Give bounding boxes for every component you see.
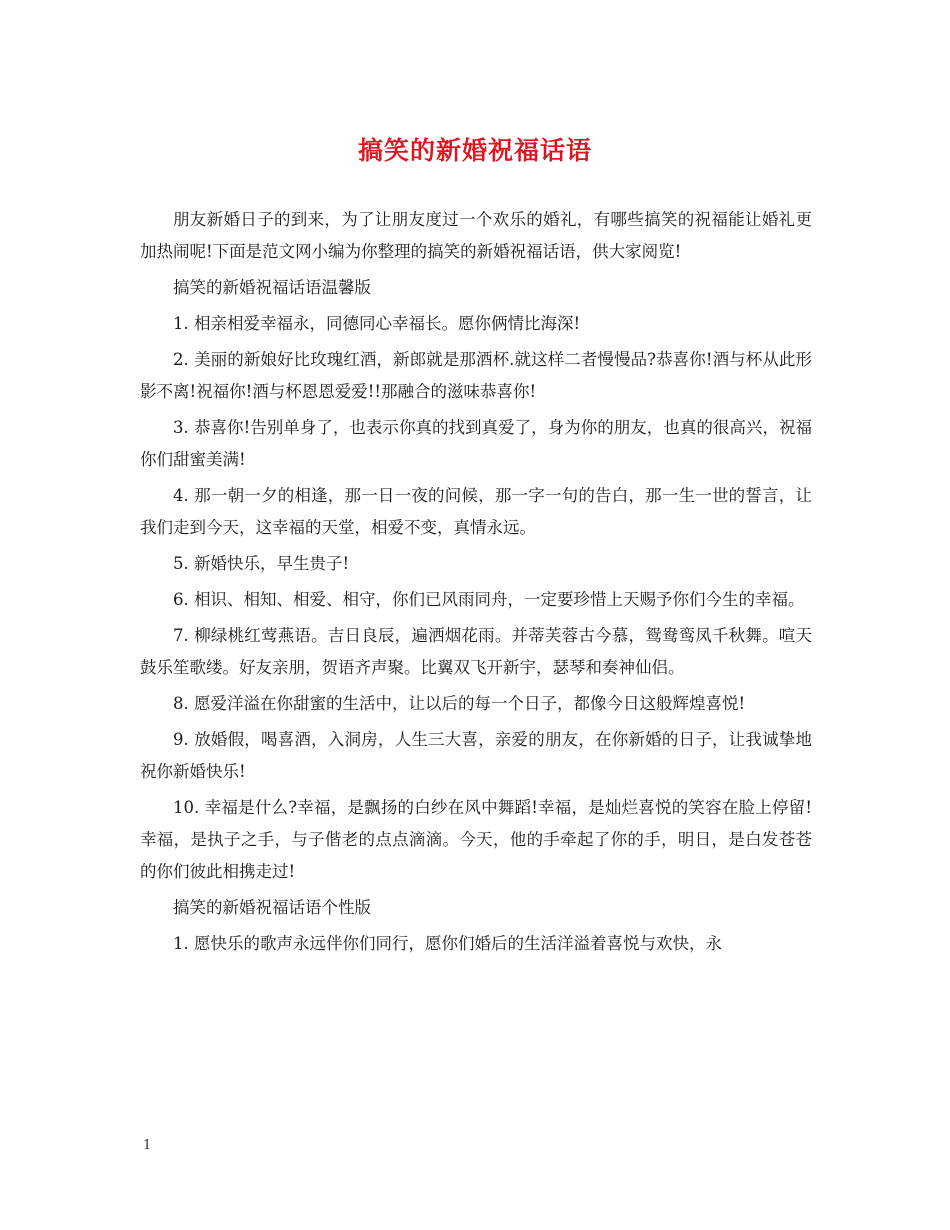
list-item: 9. 放婚假，喝喜酒，入洞房，人生三大喜，亲爱的朋友，在你新婚的日子，让我诚挚地祝你新婚快乐! [140,730,812,781]
list-item: 1. 相亲相爱幸福永，同德同心幸福长。愿你俩情比海深! [173,314,581,333]
list-item: 1. 愿快乐的歌声永远伴你们同行，愿你们婚后的生活洋溢着喜悦与欢快，永 [173,934,722,953]
list-item: 10. 幸福是什么?幸福，是飘扬的白纱在风中舞蹈!幸福，是灿烂喜悦的笑容在脸上停留!幸福，是执子之手，与子偕老的点点滴滴。今天，他的手牵起了你的手，明日，是白发苍苍的你们彼此相携走过! [140,798,812,881]
list-item: 4. 那一朝一夕的相逢，那一日一夜的问候，那一字一句的告白，那一生一世的誓言，让我们走到今天，这幸福的天堂，相爱不变，真情永远。 [140,486,812,537]
list-item: 5. 新婚快乐，早生贵子! [173,554,350,573]
page-number: 1 [143,1138,152,1153]
document-body [140,204,812,964]
section-heading-warm: 搞笑的新婚祝福话语温馨版 [173,278,371,297]
list-item: 8. 愿爱洋溢在你甜蜜的生活中，让以后的每一个日子，都像今日这般辉煌喜悦! [173,694,746,713]
document-title: 搞笑的新婚祝福话语 [357,136,592,165]
list-item: 7. 柳绿桃红莺燕语。吉日良辰，遍洒烟花雨。并蒂芙蓉古今慕，鸳鸯鸾凤千秋舞。喧天鼓乐笙歌缕。好友亲朋，贺语齐声聚。比翼双飞开新宇，瑟琴和奏神仙侣。 [140,626,812,677]
list-item: 2. 美丽的新娘好比玫瑰红酒，新郎就是那酒杯.就这样二者慢慢品?恭喜你!酒与杯从此形影不离!祝福你!酒与杯恩恩爱爱!!那融合的滋味恭喜你! [140,350,812,401]
section-heading-personality: 搞笑的新婚祝福话语个性版 [173,898,371,917]
list-item: 6. 相识、相知、相爱、相守，你们已风雨同舟，一定要珍惜上天赐予你们今生的幸福。 [173,590,805,609]
intro-paragraph: 朋友新婚日子的到来，为了让朋友度过一个欢乐的婚礼，有哪些搞笑的祝福能让婚礼更加热闹呢!下面是范文网小编为你整理的搞笑的新婚祝福话语，供大家阅览! [140,210,812,261]
list-item: 3. 恭喜你!告别单身了，也表示你真的找到真爱了，身为你的朋友，也真的很高兴，祝福你们甜蜜美满! [140,418,812,469]
